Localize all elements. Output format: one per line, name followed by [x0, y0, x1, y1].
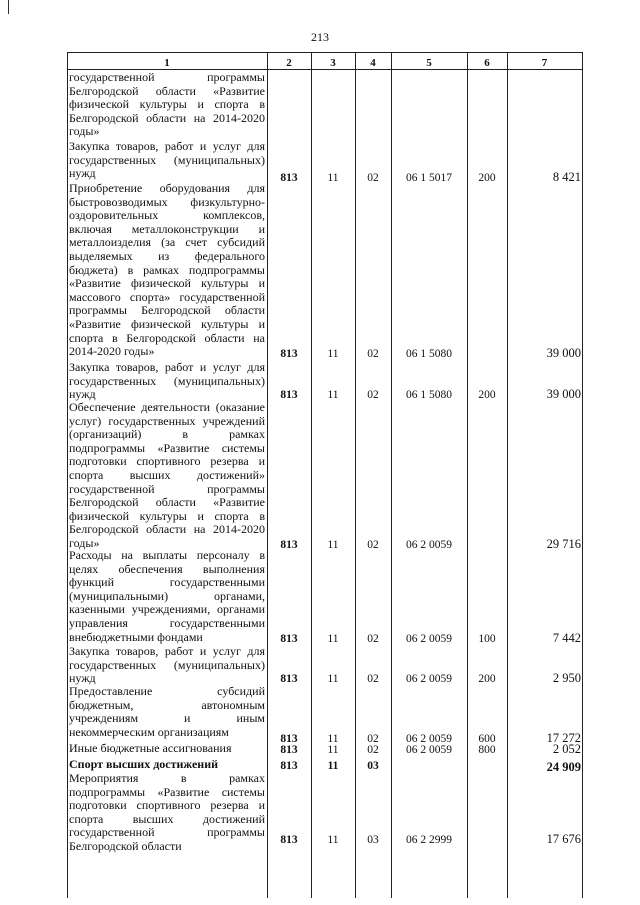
cell-pr: 02 [367, 633, 379, 645]
cell-vr: 100 [478, 633, 496, 645]
margin-mark [8, 0, 11, 14]
cell-amount: 17 676 [546, 832, 581, 846]
cell-gls: 813 [280, 539, 298, 551]
cell-rz: 11 [327, 172, 339, 184]
col-border [507, 52, 508, 898]
cell-amount: 39 000 [546, 346, 581, 360]
header-col-2: 2 [286, 57, 292, 69]
cell-rz: 11 [327, 760, 339, 772]
cell-pr: 02 [367, 348, 379, 360]
cell-amount: 2 052 [552, 742, 581, 756]
header-col-1: 1 [164, 57, 170, 69]
cell-rz: 11 [327, 539, 339, 551]
header-col-6: 6 [484, 57, 490, 69]
header-col-7: 7 [541, 57, 548, 69]
cell-gls: 813 [280, 348, 298, 360]
cell-csr: 06 2 0059 [406, 673, 452, 685]
cell-gls: 813 [280, 172, 298, 184]
cell-pr: 02 [367, 673, 379, 685]
cell-pr: 02 [367, 744, 379, 756]
cell-amount: 24 909 [546, 760, 581, 774]
cell-amount: 29 716 [546, 537, 581, 551]
cell-gls: 813 [280, 760, 298, 772]
cell-rz: 11 [327, 733, 339, 745]
row-description: Закупка товаров, работ и услуг для государственных (муниципальных) нужд [69, 360, 265, 402]
header-col-5: 5 [426, 57, 432, 69]
row-description: Закупка товаров, работ и услуг для государственных (муниципальных) нужд [69, 644, 265, 686]
budget-table [67, 52, 583, 898]
cell-csr: 06 2 2999 [406, 834, 452, 846]
cell-gls: 813 [280, 733, 298, 745]
cell-csr: 06 2 0059 [406, 633, 452, 645]
cell-pr: 02 [367, 389, 379, 401]
cell-csr: 06 2 0059 [406, 539, 452, 551]
cell-rz: 11 [327, 633, 339, 645]
cell-rz: 11 [327, 744, 339, 756]
cell-gls: 813 [280, 744, 298, 756]
row-description: Приобретение оборудования для быстровозводимых физкультурно-оздоровительных комплексов, включая металлоконструкции и металлоизделия (за счет субсидий выделяемых из федерального бюджета) в рамках подпрограммы «Развитие физической культуры и массового спорта» государственной программы Белгородской области «Развитие физической культуры и спорта в Белгородской области на 2014-2020 годы» [69, 181, 265, 359]
cell-amount: 2 950 [552, 671, 581, 685]
header-col-4: 4 [370, 57, 376, 69]
cell-gls: 813 [280, 389, 298, 401]
cell-amount: 39 000 [546, 387, 581, 401]
cell-pr: 02 [367, 172, 379, 184]
row-description: Предоставление субсидий бюджетным, автономным учреждениям и иным некоммерческим организациям [69, 684, 265, 739]
cell-gls: 813 [280, 673, 298, 685]
cell-csr: 06 1 5080 [406, 389, 452, 401]
page-number: 213 [311, 30, 329, 44]
table-top-border [67, 52, 583, 53]
cell-amount: 7 442 [552, 631, 581, 645]
row-description: Обеспечение деятельности (оказание услуг) государственных учреждений (организаций) в рамках подпрограммы «Развитие системы подготовки спортивного резерва и спорта высших достижений» государственной программы Белгородской области «Развитие физической культуры и спорта в Белгородской области на 2014-2020 годы» [69, 400, 265, 550]
header-col-3: 3 [330, 57, 336, 69]
cell-amount: 8 421 [552, 170, 581, 184]
cell-pr: 02 [367, 539, 379, 551]
row-description: Иные бюджетные ассигнования [69, 741, 232, 755]
cell-gls: 813 [280, 633, 298, 645]
cell-vr: 200 [478, 389, 496, 401]
cell-vr: 200 [478, 172, 496, 184]
cell-rz: 11 [327, 348, 339, 360]
cell-pr: 03 [367, 834, 379, 846]
row-description: Мероприятия в рамках подпрограммы «Развитие системы подготовки спортивного резерва и спорта высших достижений государственной программы Белгородской области [69, 771, 265, 853]
cell-csr: 06 1 5080 [406, 348, 452, 360]
cell-vr: 600 [478, 733, 496, 745]
col-border [67, 52, 68, 898]
cell-gls: 813 [280, 834, 298, 846]
row-description: Закупка товаров, работ и услуг для государственных (муниципальных) нужд [69, 139, 265, 181]
cell-vr: 200 [478, 673, 496, 685]
cell-rz: 11 [327, 389, 339, 401]
cell-csr: 06 2 0059 [406, 733, 452, 745]
cell-vr: 800 [478, 744, 496, 756]
cell-pr: 02 [367, 733, 379, 745]
row-description: государственной программы Белгородской области «Развитие физической культуры и спорта в Белгородской области на 2014-2020 годы» [69, 70, 265, 139]
cell-pr: 03 [367, 760, 379, 772]
cell-rz: 11 [327, 834, 339, 846]
col-border [582, 52, 583, 898]
section-title: Спорт высших достижений [69, 757, 219, 771]
cell-amount: 17 272 [546, 731, 581, 745]
cell-csr: 06 1 5017 [406, 172, 452, 184]
cell-csr: 06 2 0059 [406, 744, 452, 756]
row-description: Расходы на выплаты персоналу в целях обеспечения выполнения функций государственными (муниципальными) органами, казенными учреждениями, органами управления государственными внебюджетными фондами [69, 548, 265, 644]
cell-rz: 11 [327, 673, 339, 685]
